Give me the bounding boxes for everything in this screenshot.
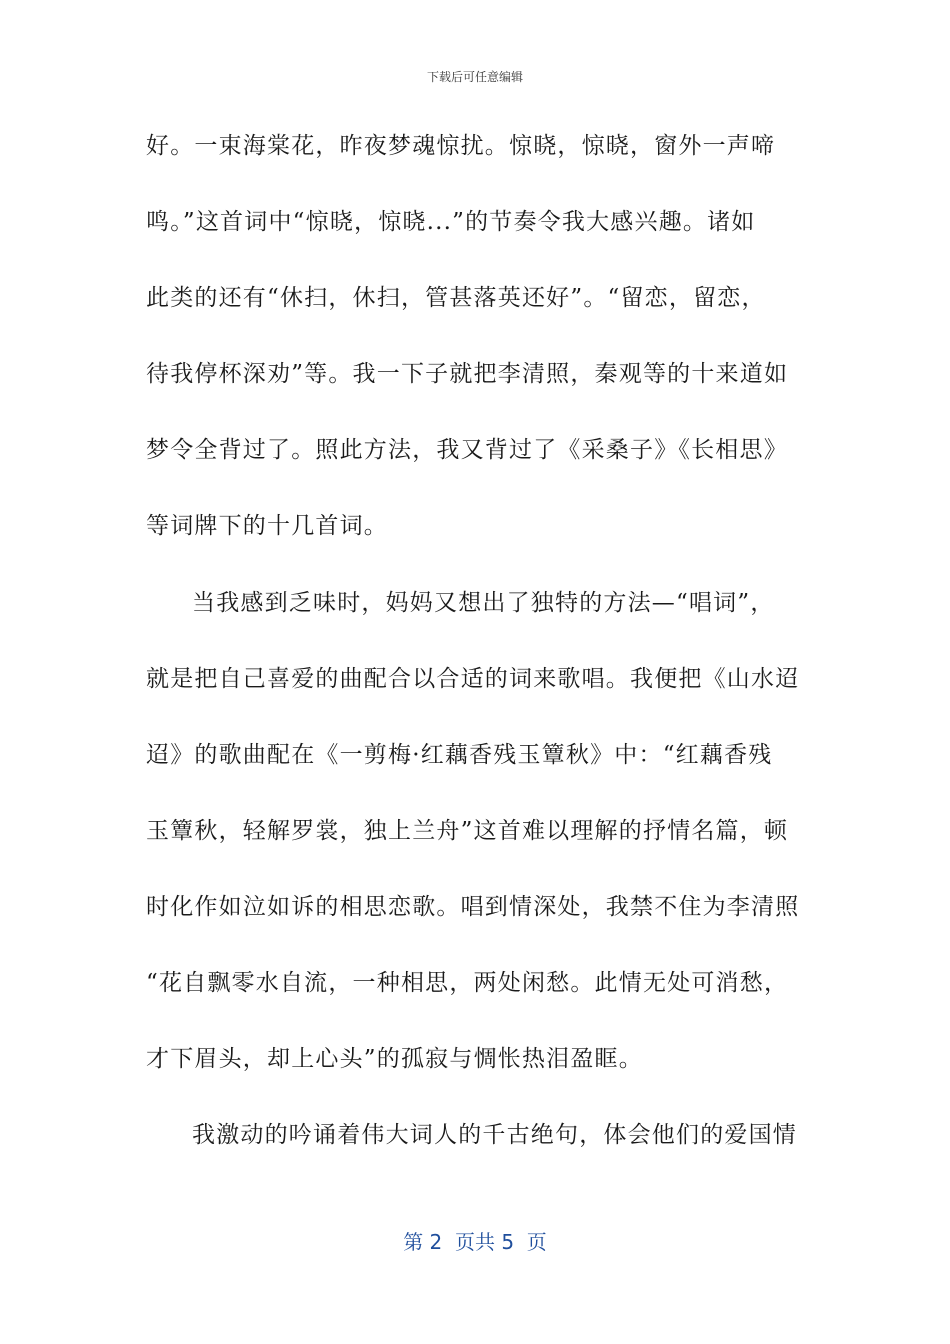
text-line: 鸣。”这首词中“惊晓，惊晓...”的节奏令我大感兴趣。诸如 <box>146 209 756 236</box>
text-line: 待我停杯深劝”等。我一下子就把李清照，秦观等的十来道如 <box>146 361 789 388</box>
text-line: 时化作如泣如诉的相思恋歌。唱到情深处，我禁不住为李清照 <box>146 893 800 920</box>
text-line: 等词牌下的十几首词。 <box>146 513 388 540</box>
page-header: 下载后可任意编辑 <box>426 70 523 84</box>
text-line: 就是把自己喜爱的曲配合以合适的词来歌唱。我便把《山水迢 <box>146 665 800 692</box>
text-line: 迢》的歌曲配在《一剪梅·红藕香残玉簟秋》中：“红藕香残 <box>146 741 773 768</box>
paragraph-start-line: 我激动的吟诵着伟大词人的千古绝句，体会他们的爱国情 <box>192 1122 797 1149</box>
paragraph-start-line: 当我感到乏味时，妈妈又想出了独特的方法—“唱词”， <box>192 589 775 616</box>
page-number-footer: 第 2 页共 5 页 <box>403 1230 547 1254</box>
text-line: “花自飘零水自流，一种相思，两处闲愁。此情无处可消愁， <box>146 970 789 997</box>
text-line: 才下眉头，却上心头”的孤寂与惆怅热泪盈眶。 <box>146 1046 643 1073</box>
document-body <box>146 126 806 1191</box>
text-line: 好。一束海棠花，昨夜梦魂惊扰。惊晓，惊晓，窗外一声啼 <box>146 133 776 159</box>
text-line: 此类的还有“休扫，休扫，管甚落英还好”。“留恋，留恋， <box>146 285 766 312</box>
text-line: 玉簟秋，轻解罗裳，独上兰舟”这首难以理解的抒情名篇，顿 <box>146 817 789 844</box>
text-line: 梦令全背过了。照此方法，我又背过了《采桑子》《长相思》 <box>146 437 788 464</box>
